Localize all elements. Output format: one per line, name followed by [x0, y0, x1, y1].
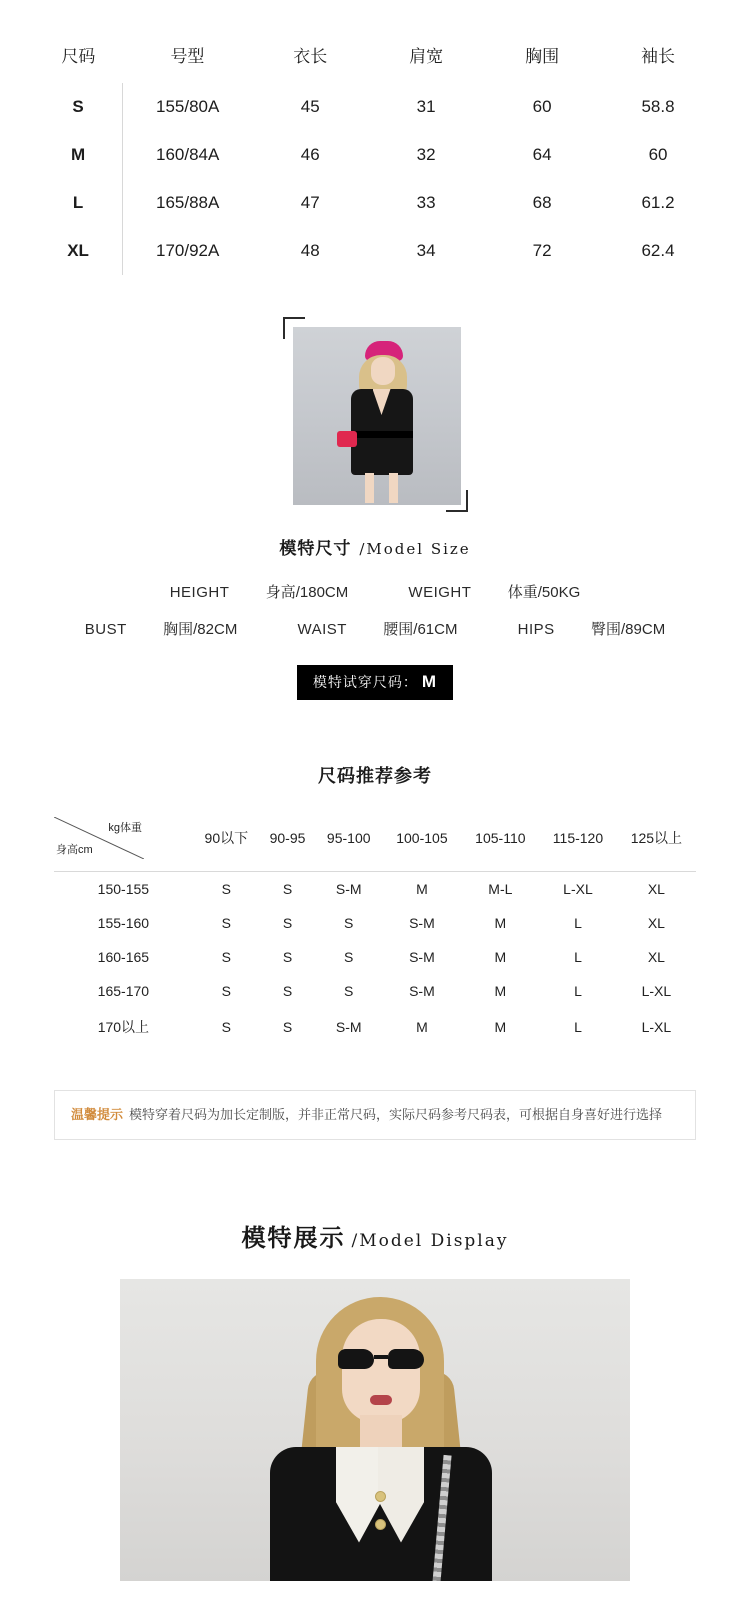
- model-belt: [351, 431, 413, 438]
- model-display-title: [0, 1218, 750, 1253]
- recommendation-cell: S: [221, 915, 231, 931]
- weight-label: WEIGHT: [408, 584, 472, 601]
- recommendation-cell: M: [494, 983, 507, 999]
- recommendation-cell: S-M: [409, 915, 435, 931]
- size-cell: L: [72, 193, 84, 212]
- model-display-title-en: /Model Display: [351, 1230, 509, 1251]
- model-display-photo: [120, 1279, 630, 1581]
- model-leg-right: [389, 473, 398, 503]
- hips-label: HIPS: [517, 621, 555, 638]
- sunglasses-lens-left: [338, 1349, 374, 1369]
- sunglasses-lens-right: [388, 1349, 424, 1369]
- recommendation-cell: L: [574, 1019, 582, 1035]
- corner-header-box: [54, 817, 144, 859]
- recommendation-cell: S: [282, 949, 293, 965]
- model-display-title-cn: 模特展示: [241, 1223, 346, 1252]
- bust-label: BUST: [84, 621, 127, 638]
- model-size-photo: [293, 327, 461, 505]
- size-cell: XL: [67, 241, 89, 260]
- size-cell: S: [72, 97, 84, 116]
- sunglasses-icon: [338, 1349, 424, 1371]
- table-row: [54, 940, 696, 974]
- weight-header-cell: 100-105: [382, 808, 461, 872]
- weight-value: 体重/50KG: [507, 584, 581, 601]
- size-cell: 60: [648, 145, 668, 164]
- model-weight: [394, 584, 594, 601]
- table-row: [34, 131, 716, 179]
- model-size-title-en: /Model Size: [359, 540, 471, 558]
- size-cell: 48: [300, 241, 320, 260]
- garment-button-bottom: [375, 1519, 386, 1530]
- recommendation-cell: S: [344, 983, 354, 999]
- recommendation-cell: S: [221, 1019, 231, 1035]
- recommendation-cell: M: [494, 949, 507, 965]
- recommendation-cell: M: [494, 915, 507, 931]
- recommendation-cell: L-XL: [641, 983, 672, 999]
- size-chart-header-cell: 尺码: [61, 47, 96, 66]
- table-row: [54, 1008, 696, 1046]
- size-cell: 165/88A: [123, 179, 253, 227]
- model-height: [156, 584, 363, 601]
- recommendation-cell: M: [416, 1019, 428, 1035]
- model-size-photo-frame: [283, 317, 468, 512]
- tip-text: 模特穿着尺码为加长定制版，并非正常尺码，实际尺码参考尺码表，可根据自身喜好进行选择: [129, 1107, 663, 1122]
- recommendation-cell: S: [282, 983, 293, 999]
- recommendation-cell: S: [221, 949, 231, 965]
- recommendation-cell: S: [344, 949, 354, 965]
- height-range-cell: 160-165: [97, 949, 150, 965]
- size-cell: 68: [532, 193, 552, 212]
- wear-size-label: 模特试穿尺码：: [312, 674, 418, 690]
- size-chart-head: [34, 28, 716, 83]
- size-cell: 31: [416, 97, 436, 116]
- table-row: [54, 974, 696, 1008]
- size-cell: 45: [300, 97, 320, 116]
- recommendation-corner-header: [54, 808, 193, 872]
- size-recommendation-section: [0, 762, 750, 1046]
- recommendation-table: [54, 808, 696, 1046]
- waist-label: WAIST: [297, 621, 347, 638]
- recommendation-title: 尺码推荐参考: [318, 766, 432, 787]
- size-chart-header-cell: 胸围: [525, 47, 560, 66]
- weight-header-cell: 105-110: [462, 808, 540, 872]
- size-chart-header-cell: 袖长: [641, 47, 676, 66]
- tip-box: [54, 1090, 696, 1140]
- recommendation-cell: L: [574, 915, 582, 931]
- recommendation-cell: S: [282, 881, 293, 897]
- recommendation-cell: L-XL: [563, 881, 593, 897]
- weight-header-cell: 90以下: [193, 808, 260, 872]
- bust-value: 胸围/82CM: [163, 621, 238, 638]
- model-size-section: [0, 317, 750, 700]
- size-cell: 33: [416, 193, 436, 212]
- model-measure-row-1: [0, 581, 750, 602]
- weight-header-cell: 125以上: [617, 808, 696, 872]
- wear-size-value: M: [421, 672, 438, 691]
- height-range-cell: 150-155: [97, 881, 150, 897]
- recommendation-cell: XL: [647, 881, 665, 897]
- recommendation-cell: S-M: [335, 881, 362, 897]
- height-range-cell: 155-160: [97, 915, 150, 931]
- model-face-large: [342, 1319, 420, 1423]
- recommendation-cell: S: [344, 915, 354, 931]
- recommendation-cell: S: [282, 1019, 293, 1035]
- size-chart-header-cell: 衣长: [293, 47, 328, 66]
- corner-height-label: 身高cm: [56, 844, 93, 856]
- sunglasses-bridge: [374, 1355, 388, 1359]
- recommendation-cell: S-M: [409, 949, 435, 965]
- model-size-title: [0, 534, 750, 559]
- recommendation-cell: L-XL: [641, 1019, 672, 1035]
- size-cell: 62.4: [641, 241, 675, 260]
- model-measure-row-2: [0, 618, 750, 639]
- model-leg-left: [365, 473, 374, 503]
- size-chart-header-cell: 肩宽: [409, 47, 444, 66]
- model-size-title-cn: 模特尺寸: [279, 539, 352, 559]
- size-cell: 32: [416, 145, 436, 164]
- height-range-cell: 165-170: [97, 983, 150, 999]
- table-row: [34, 179, 716, 227]
- tip-label: 温馨提示: [71, 1107, 124, 1122]
- recommendation-cell: XL: [647, 949, 665, 965]
- model-waist: [284, 621, 472, 638]
- table-header-row: [54, 808, 696, 872]
- size-cell: 58.8: [641, 97, 675, 116]
- size-cell: 60: [532, 97, 552, 116]
- table-row: [34, 227, 716, 275]
- recommendation-body: [54, 872, 696, 1047]
- model-handbag: [337, 431, 357, 447]
- table-header-row: [34, 28, 716, 83]
- corner-weight-label: kg体重: [108, 822, 142, 834]
- recommendation-cell: S-M: [335, 1019, 362, 1035]
- recommendation-table-wrap: [0, 808, 750, 1046]
- size-cell: 46: [300, 145, 320, 164]
- size-cell: 64: [532, 145, 552, 164]
- recommendation-cell: L: [574, 983, 582, 999]
- table-row: [54, 906, 696, 940]
- size-cell: 34: [416, 241, 436, 260]
- recommendation-cell: S-M: [409, 983, 435, 999]
- table-row: [34, 83, 716, 131]
- height-range-cell: 170以上: [97, 1019, 150, 1035]
- recommendation-cell: M: [416, 881, 428, 897]
- size-cell: 61.2: [641, 193, 675, 212]
- size-cell: 47: [300, 193, 320, 212]
- garment-button-top: [375, 1491, 386, 1502]
- recommendation-cell: M-L: [488, 881, 513, 897]
- size-cell: 72: [532, 241, 552, 260]
- model-lips: [370, 1395, 392, 1405]
- model-wear-size-badge: [297, 665, 453, 700]
- model-hips: [504, 621, 680, 638]
- hips-value: 臀围/89CM: [591, 621, 666, 638]
- weight-header-cell: 90-95: [260, 808, 315, 872]
- recommendation-cell: S: [282, 915, 293, 931]
- recommendation-cell: S: [221, 881, 231, 897]
- recommendation-cell: XL: [647, 915, 665, 931]
- weight-header-cell: 95-100: [315, 808, 382, 872]
- model-face: [371, 357, 395, 385]
- recommendation-cell: M: [494, 1019, 507, 1035]
- weight-header-cell: 115-120: [539, 808, 617, 872]
- height-value: 身高/180CM: [265, 584, 349, 601]
- size-cell: 160/84A: [123, 131, 253, 179]
- size-chart-header-cell: 号型: [170, 47, 205, 66]
- height-label: HEIGHT: [169, 584, 230, 601]
- size-cell: 155/80A: [123, 83, 253, 131]
- size-chart-body: [34, 83, 716, 275]
- size-cell: M: [70, 145, 86, 164]
- model-bust: [71, 621, 252, 638]
- waist-value: 腰围/61CM: [383, 621, 458, 638]
- size-chart-table: [34, 28, 716, 275]
- recommendation-cell: S: [221, 983, 231, 999]
- recommendation-cell: L: [574, 949, 582, 965]
- recommendation-head: [54, 808, 696, 872]
- size-cell: 170/92A: [123, 227, 253, 275]
- size-chart-section: [0, 0, 750, 275]
- table-row: [54, 872, 696, 907]
